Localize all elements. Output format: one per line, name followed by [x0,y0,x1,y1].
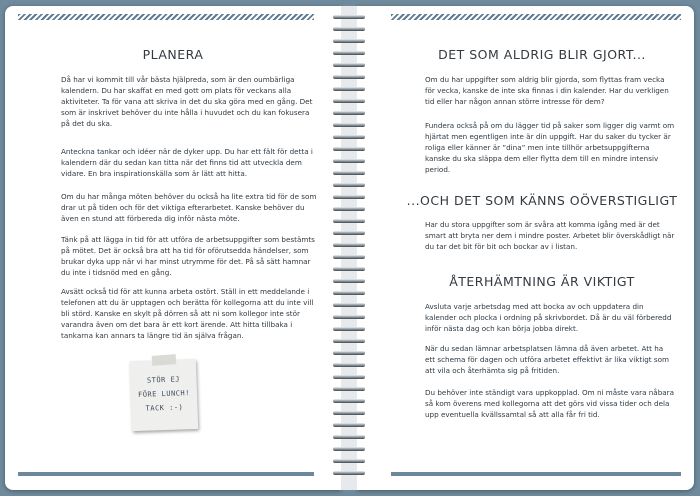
right-paragraph-2: Fundera också på om du lägger tid på saker som ligger dig varmt om hjärtat men egentligen inte är din uppgift. Har du saker du tycker är roliga eller känner är ”dina” men inte tillhör arbetsuppgifterna kanske du ska släppa dem eller flytta dem till en mindre intensiv period. [425,121,675,174]
spiral-ring [333,231,365,235]
spiral-ring [333,171,365,175]
left-paragraph-3: Om du har många möten behöver du också ha lite extra tid för de som drar ut på tiden och för det viktiga efterarbetet. Kanske behöver du även en stund att förbereda dig inför nästa möte. [61,192,317,223]
sticky-note [130,359,198,431]
left-page-heading: PLANERA [142,47,204,62]
spiral-ring [333,219,365,223]
spiral-ring [333,435,365,439]
spiral-ring [333,207,365,211]
spiral-ring [333,303,365,307]
spiral-ring [333,459,365,463]
spiral-ring [333,39,365,43]
spiral-ring [333,375,365,379]
spiral-ring [333,279,365,283]
spiral-ring [333,243,365,247]
spiral-ring [333,87,365,91]
right-paragraph-6: Du behöver inte ständigt vara uppkopplad. Om ni måste vara nåbara så kom överens med kollegorna att det görs vid vissa tider och dela upp eventuella kvällssamtal så att alla får fri tid. [425,388,675,419]
spiral-ring [333,423,365,427]
left-page-bottom-bar [18,472,314,476]
spiral-ring [333,111,365,115]
right-page [357,6,694,490]
spiral-ring [333,27,365,31]
spiral-ring [333,159,365,163]
right-paragraph-1: Om du har uppgifter som aldrig blir gjorda, som flyttas fram vecka för vecka, kanske de inte ska finnas i din kalender. Har du verkligen tid eller har någon annan större intresse för dem? [425,75,669,106]
spiral-ring [333,147,365,151]
right-page-top-hatch [391,14,681,20]
spiral-ring [333,315,365,319]
spiral-ring [333,195,365,199]
spiral-ring [333,291,365,295]
left-paragraph-4: Tänk på att lägga in tid för att utföra de arbetsuppgifter som bestämts på mötet. Det är också bra att ha tid för oförutsedda händelser, som brukar dyka upp när vi har minst utrymme för det. På så sätt hamnar du inte i tidsnöd med en gång. [61,235,315,277]
sticky-note-line-1: STÖR EJ [146,375,181,385]
left-paragraph-1: Då har vi kommit till vår bästa hjälpreda, som är den oumbärliga kalendern. Du har skaffat en med gott om plats för veckans alla aktiviteter. Ta för vana att skriva in det du ska göra med en gång. Det som är inskrivet behöver du inte hålla i huvudet och du kan fokusera på det du ska. [61,75,313,128]
spiral-ring [333,447,365,451]
spiral-ring [333,135,365,139]
spiral-ring [333,99,365,103]
spiral-ring [333,399,365,403]
spiral-ring [333,75,365,79]
left-paragraph-2: Anteckna tankar och idéer när de dyker upp. Du har ett fält för detta i kalendern där du sedan kan titta när det finns tid att utveckla dem vidare. En bra inspirationskälla som är lätt att hitta. [61,147,313,178]
spiral-ring [333,339,365,343]
spiral-ring [333,255,365,259]
spiral-ring [333,387,365,391]
sticky-note-line-2: FÖRE LUNCH! [137,389,191,399]
left-page-top-hatch [18,14,314,20]
spiral-ring [333,363,365,367]
spiral-ring [333,15,365,19]
spiral-ring [333,267,365,271]
spiral-ring [333,471,365,475]
right-paragraph-4: Avsluta varje arbetsdag med att bocka av och uppdatera din kalender och plocka i ordning på skrivbordet. Då är du väl förberedd inför nästa dag och kan börja jobba direkt. [425,302,672,333]
spiral-ring [333,123,365,127]
spiral-ring [333,351,365,355]
right-heading-2: ...OCH DET SOM KÄNNS OÖVERSTIGLIGT [406,193,678,208]
right-heading-1: DET SOM ALDRIG BLIR GJORT... [438,47,646,62]
spiral-ring [333,327,365,331]
left-paragraph-5: Avsätt också tid för att kunna arbeta ostört. Ställ in ett meddelande i telefonen att du är upptagen och berätta för kollegorna att du inte vill bli störd. Kanske en skylt på dörren så att ni som kollegor inte stör varandra även om det bara är ett kort ärende. Att hitta tillbaka i tankarna kan annars ta längre tid än själva frågan. [61,287,314,340]
spiral-ring [333,183,365,187]
sticky-note-line-3: TACK :-) [145,403,184,413]
spiral-ring [333,411,365,415]
right-heading-3: ÅTERHÄMTNING ÄR VIKTIGT [449,274,635,289]
right-page-bottom-bar [391,472,681,476]
right-paragraph-3: Har du stora uppgifter som är svåra att komma igång med är det smart att bryta ner dem i mindre poster. Arbetet blir överskådligt när du tar det bit för bit och bockar av i listan. [425,220,675,251]
spiral-ring [333,51,365,55]
right-paragraph-5: När du sedan lämnar arbetsplatsen lämna då även arbetet. Att ha ett schema för dagen och utföra arbetet effektivt är lika viktigt som att vila och återhämta sig på fritiden. [425,344,670,375]
spiral-ring [333,63,365,67]
sticky-note-tape [152,354,177,366]
